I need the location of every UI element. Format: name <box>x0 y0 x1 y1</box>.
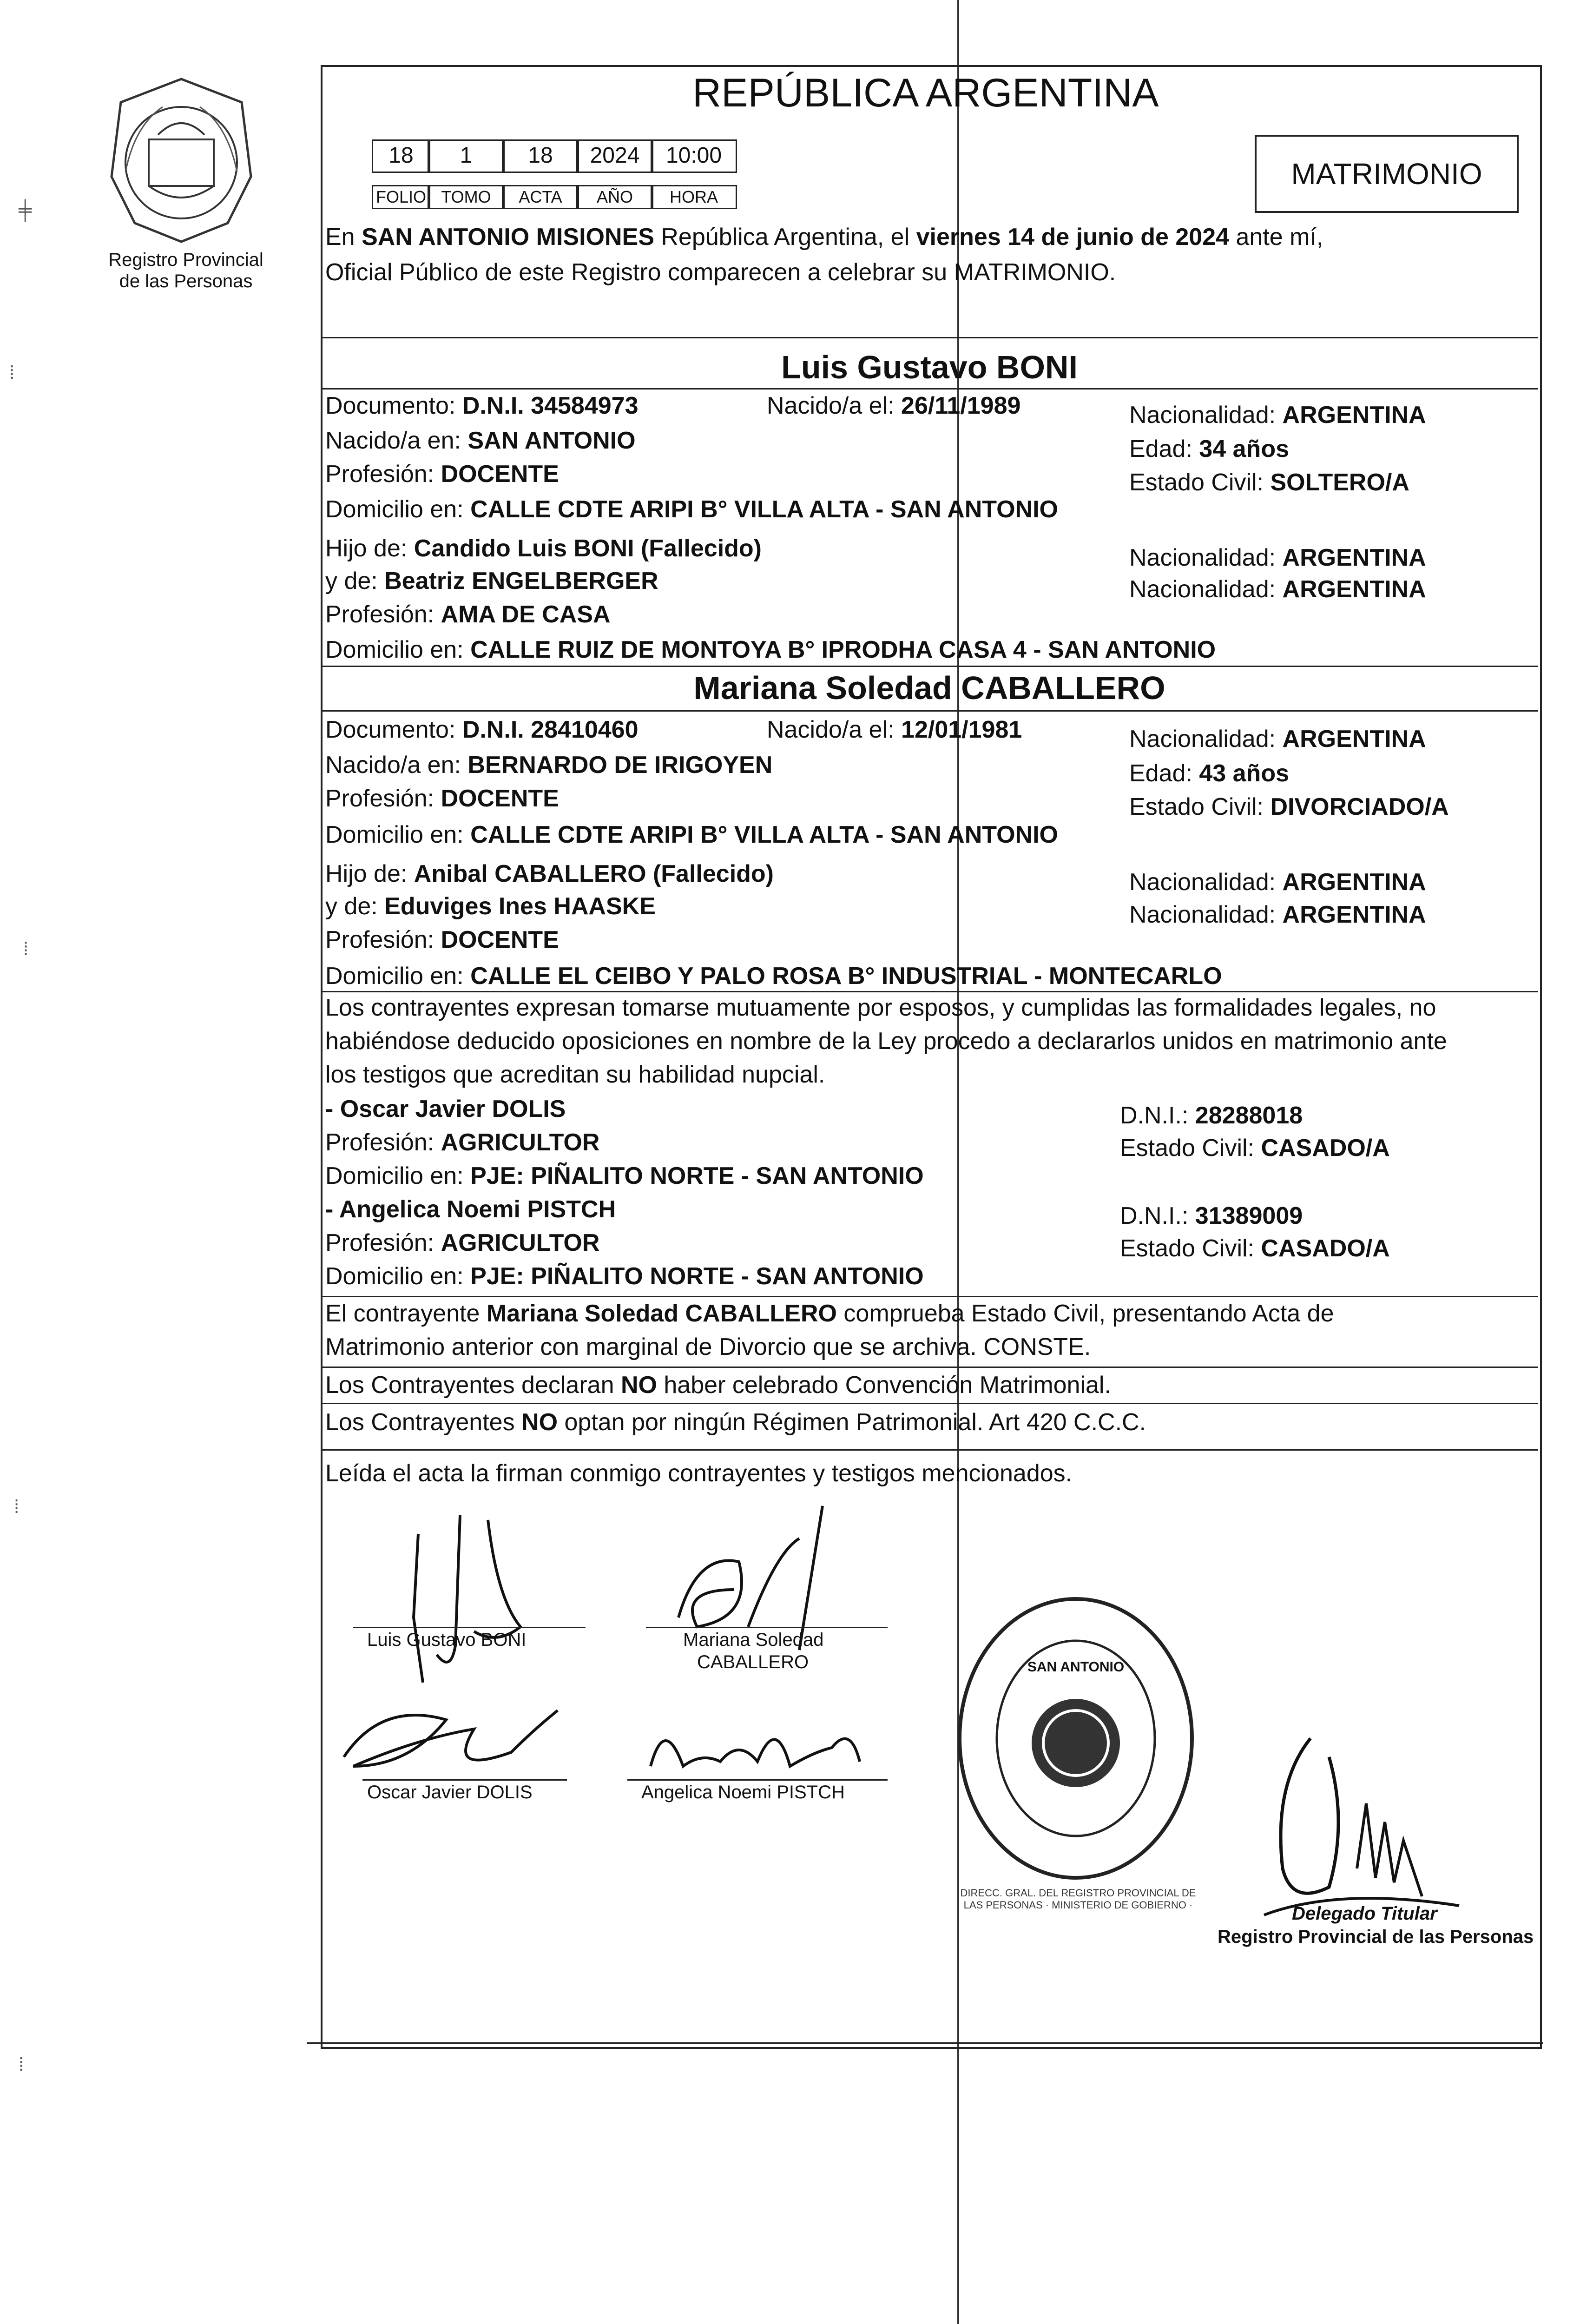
bride-father: Hijo de: Anibal CABALLERO (Fallecido) <box>325 860 774 887</box>
divider <box>321 1367 1538 1368</box>
place-text: SAN ANTONIO MISIONES <box>362 224 654 251</box>
witness1-address: Domicilio en: PJE: PIÑALITO NORTE - SAN ANTONIO <box>325 1162 924 1189</box>
folio-label: FOLIO <box>372 185 430 209</box>
declaration-line-1: Los contrayentes expresan tomarse mutuamente por esposos, y cumplidas las formalidades legales, no <box>325 994 1436 1021</box>
witness2-profession: Profesión: AGRICULTOR <box>325 1229 600 1256</box>
bride-age: Edad: 43 años <box>1129 760 1289 787</box>
bride-father-nationality: Nacionalidad: ARGENTINA <box>1129 869 1426 896</box>
bottom-divider <box>307 2042 1543 2044</box>
tomo-label: TOMO <box>428 185 505 209</box>
bride-signature-label-line-2: CABALLERO <box>697 1652 809 1672</box>
groom-birthdate: Nacido/a el: 26/11/1989 <box>767 392 1021 419</box>
groom-signature-line <box>353 1627 586 1628</box>
acta-label: ACTA <box>502 185 579 209</box>
margin-mark: ⁞ <box>14 1497 20 1517</box>
groom-birthplace: Nacido/a en: SAN ANTONIO <box>325 427 636 454</box>
divider <box>321 337 1538 338</box>
registry-label-line2: de las Personas <box>119 271 253 291</box>
bride-profession: Profesión: DOCENTE <box>325 785 559 812</box>
witness2-signature <box>637 1697 878 1789</box>
bride-address: Domicilio en: CALLE CDTE ARIPI B° VILLA ALTA - SAN ANTONIO <box>325 821 1058 848</box>
bride-civil-status: Estado Civil: DIVORCIADO/A <box>1129 793 1449 820</box>
bride-mother-nationality: Nacionalidad: ARGENTINA <box>1129 901 1426 928</box>
stamp-center-text: SAN ANTONIO <box>1027 1659 1125 1675</box>
divider <box>321 1449 1538 1451</box>
official-title-line-2: Registro Provincial de las Personas <box>1218 1927 1534 1947</box>
witness1-signature-label: Oscar Javier DOLIS <box>367 1782 533 1802</box>
witness2-signature-label: Angelica Noemi PISTCH <box>641 1782 845 1802</box>
witness1-name: - Oscar Javier DOLIS <box>325 1096 566 1122</box>
intro-line-1: En SAN ANTONIO MISIONES República Argentina, el viernes 14 de junio de 2024 ante mí, <box>325 224 1323 251</box>
civil-status-note-line-1: El contrayente Mariana Soledad CABALLERO comprueba Estado Civil, presentando Acta de <box>325 1300 1334 1327</box>
declaration-line-2: habiéndose deducido oposiciones en nombre de la Ley procedo a declararlos unidos en matrimonio ante <box>325 1028 1447 1055</box>
groom-nationality: Nacionalidad: ARGENTINA <box>1129 402 1426 429</box>
record-type-box: MATRIMONIO <box>1255 135 1519 213</box>
bride-birthplace: Nacido/a en: BERNARDO DE IRIGOYEN <box>325 752 773 779</box>
groom-father: Hijo de: Candido Luis BONI (Fallecido) <box>325 535 762 562</box>
official-stamp <box>953 1590 1199 1887</box>
provincial-seal <box>93 70 270 251</box>
witness1-profession: Profesión: AGRICULTOR <box>325 1129 600 1156</box>
witness1-signature-line <box>362 1779 567 1781</box>
margin-mark: ⁞ <box>23 939 29 959</box>
bride-signature-line <box>646 1627 888 1628</box>
declaration-line-3: los testigos que acreditan su habilidad nupcial. <box>325 1061 825 1088</box>
divider <box>321 388 1538 390</box>
civil-status-note-line-2: Matrimonio anterior con marginal de Divorcio que se archiva. CONSTE. <box>325 1334 1091 1360</box>
groom-profession: Profesión: DOCENTE <box>325 461 559 488</box>
margin-mark: ╪ <box>19 200 32 220</box>
tomo-value: 1 <box>428 139 505 173</box>
witness2-address: Domicilio en: PJE: PIÑALITO NORTE - SAN ANTONIO <box>325 1263 924 1290</box>
bride-parent-address: Domicilio en: CALLE EL CEIBO Y PALO ROSA B° INDUSTRIAL - MONTECARLO <box>325 963 1222 990</box>
groom-document: Documento: D.N.I. 34584973 <box>325 392 639 419</box>
groom-age: Edad: 34 años <box>1129 436 1289 462</box>
witness2-signature-line <box>627 1779 888 1781</box>
divider <box>321 666 1538 667</box>
bride-mother: y de: Eduviges Ines HAASKE <box>325 893 656 920</box>
closing-statement: Leída el acta la firman conmigo contrayentes y testigos mencionados. <box>325 1460 1073 1487</box>
registry-label-line1: Registro Provincial <box>108 250 263 270</box>
intro-line-2: Oficial Público de este Registro comparecen a celebrar su MATRIMONIO. <box>325 259 1116 286</box>
divider <box>321 991 1538 992</box>
margin-mark: ⁞ <box>9 363 15 383</box>
acta-value: 18 <box>502 139 579 173</box>
bride-signature-label-line-1: Mariana Soledad <box>683 1630 824 1650</box>
divider <box>321 1403 1538 1404</box>
divider <box>321 710 1538 712</box>
groom-name: Luis Gustavo BONI <box>781 349 1078 385</box>
year-label: AÑO <box>576 185 653 209</box>
official-title-line-1: Delegado Titular <box>1292 1903 1437 1924</box>
groom-mother: y de: Beatriz ENGELBERGER <box>325 568 658 594</box>
groom-father-nationality: Nacionalidad: ARGENTINA <box>1129 544 1426 571</box>
groom-signature-label: Luis Gustavo BONI <box>367 1630 527 1650</box>
witness1-civil-status: Estado Civil: CASADO/A <box>1120 1135 1390 1162</box>
time-label: HORA <box>651 185 737 209</box>
bride-parent-profession: Profesión: DOCENTE <box>325 926 559 953</box>
groom-parent-profession: Profesión: AMA DE CASA <box>325 601 611 628</box>
country-title: REPÚBLICA ARGENTINA <box>692 71 1159 115</box>
witness2-civil-status: Estado Civil: CASADO/A <box>1120 1235 1390 1262</box>
bride-nationality: Nacionalidad: ARGENTINA <box>1129 726 1426 753</box>
convention-note: Los Contrayentes declaran NO haber celebrado Convención Matrimonial. <box>325 1372 1111 1399</box>
witness2-dni: D.N.I.: 31389009 <box>1120 1202 1303 1229</box>
witness2-name: - Angelica Noemi PISTCH <box>325 1196 616 1223</box>
bride-document: Documento: D.N.I. 28410460 <box>325 716 639 743</box>
date-text: viernes 14 de junio de 2024 <box>916 224 1230 251</box>
groom-parent-address: Domicilio en: CALLE RUIZ DE MONTOYA B° IPRODHA CASA 4 - SAN ANTONIO <box>325 636 1216 663</box>
official-signature <box>1245 1729 1478 1934</box>
divider <box>321 1296 1538 1297</box>
bride-birthdate: Nacido/a el: 12/01/1981 <box>767 716 1022 743</box>
groom-address: Domicilio en: CALLE CDTE ARIPI B° VILLA ALTA - SAN ANTONIO <box>325 496 1058 523</box>
stamp-ring-text: DIRECC. GRAL. DEL REGISTRO PROVINCIAL DE LAS PERSONAS · MINISTERIO DE GOBIERNO · <box>960 1887 1196 1911</box>
groom-mother-nationality: Nacionalidad: ARGENTINA <box>1129 576 1426 603</box>
groom-civil-status: Estado Civil: SOLTERO/A <box>1129 469 1409 496</box>
folio-value: 18 <box>372 139 430 173</box>
time-value: 10:00 <box>651 139 737 173</box>
bride-name: Mariana Soledad CABALLERO <box>693 670 1165 706</box>
year-value: 2024 <box>576 139 653 173</box>
patrimonial-regime-note: Los Contrayentes NO optan por ningún Régimen Patrimonial. Art 420 C.C.C. <box>325 1409 1146 1436</box>
witness1-dni: D.N.I.: 28288018 <box>1120 1102 1303 1129</box>
groom-signature <box>381 1506 567 1692</box>
margin-mark: ⁞ <box>19 2054 24 2075</box>
witness1-signature <box>325 1683 567 1794</box>
